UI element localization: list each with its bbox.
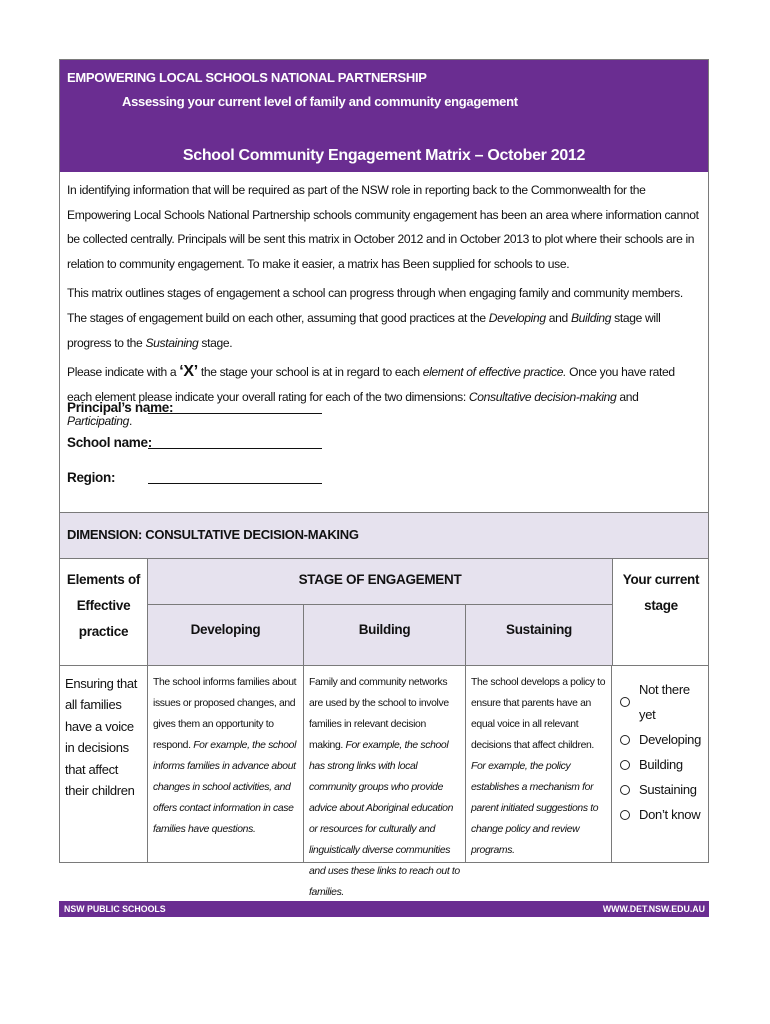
footer-left: NSW PUBLIC SCHOOLS: [64, 904, 166, 914]
intro-section: [60, 172, 708, 485]
option-dont-know[interactable]: Don’t know: [612, 802, 709, 827]
engagement-matrix: [60, 558, 708, 898]
school-name-label: School name:: [67, 435, 152, 450]
table-row: [60, 665, 709, 898]
footer-bar: [59, 901, 709, 917]
intro-paragraph-3: Please indicate with a ‘X’ the stage your school is at in regard to each element of effective practice. Once you have rated each element please indicate your overall rating for each of the two dimensions: Consultative decision-making and Participating.: [67, 363, 675, 429]
intro-paragraph-1: In identifying information that will be required as part of the NSW role in reporting back to the Commonwealth for the Empowering Local Schools National Partnership schools community engagement has been an area where information cannot be collected centrally. Principals will be sent this matrix in October 2012 and in October 2013 to plot where their schools are in relation to community engagement. To make it easier, a matrix has Been supplied for schools to use.: [67, 183, 699, 271]
current-stage-options: [612, 666, 709, 862]
region-field[interactable]: [148, 482, 322, 484]
stage-header: STAGE OF ENGAGEMENT: [148, 559, 612, 604]
principal-name-label: Principal’s name:: [67, 400, 174, 415]
principal-name-field[interactable]: [148, 412, 322, 414]
developing-cell: The school informs families about issues or proposed changes, and gives them an opportunity to respond. For example, the school informs families in advance about changes in school activities, and offers contact information in case families have questions.: [148, 666, 304, 862]
radio-icon[interactable]: [620, 785, 630, 795]
document-page: [59, 59, 709, 898]
header-banner: [60, 60, 708, 172]
footer-website-link[interactable]: WWW.DET.NSW.EDU.AU: [602, 904, 705, 914]
radio-icon[interactable]: [620, 760, 630, 770]
region-label: Region:: [67, 470, 116, 485]
stage-building-header: Building: [304, 604, 466, 665]
current-stage-header: Your current stage: [612, 559, 709, 665]
stage-developing-header: Developing: [148, 604, 304, 665]
elements-header: Elements of Effective practice: [60, 559, 148, 665]
element-cell: Ensuring that all families have a voice in decisions that affect their children: [60, 666, 148, 862]
stage-sustaining-header: Sustaining: [466, 604, 612, 665]
radio-icon[interactable]: [620, 810, 630, 820]
option-building[interactable]: Building: [612, 752, 709, 777]
sustaining-cell: The school develops a policy to ensure that parents have an equal voice in all relevant decisions that affect children. For example, the policy establishes a mechanism for parent initiated suggestions to change policy and review programs.: [466, 666, 612, 862]
radio-icon[interactable]: [620, 697, 630, 707]
option-not-there-yet[interactable]: Not there yet: [612, 677, 709, 727]
intro-paragraph-2: This matrix outlines stages of engagement a school can progress through when engaging family and community members. The stages of engagement build on each other, assuming that good practices at the Developing and Building stage will progress to the Sustaining stage.: [67, 286, 683, 350]
radio-icon[interactable]: [620, 735, 630, 745]
org-line: EMPOWERING LOCAL SCHOOLS NATIONAL PARTNERSHIP: [67, 70, 427, 85]
school-name-field[interactable]: [148, 447, 322, 449]
dimension-title: DIMENSION: CONSULTATIVE DECISION-MAKING: [67, 527, 359, 542]
option-developing[interactable]: Developing: [612, 727, 709, 752]
option-sustaining[interactable]: Sustaining: [612, 777, 709, 802]
building-cell: Family and community networks are used by the school to involve families in relevant decision making. For example, the school has strong links with local community groups who provide advice about Aboriginal education or resources for culturally and linguistically diverse communities and uses these links to reach out to families.: [304, 666, 466, 862]
dimension-bar: [60, 512, 708, 558]
page-title: School Community Engagement Matrix – October 2012: [182, 147, 586, 164]
header-subtitle: Assessing your current level of family and community engagement: [122, 94, 518, 109]
